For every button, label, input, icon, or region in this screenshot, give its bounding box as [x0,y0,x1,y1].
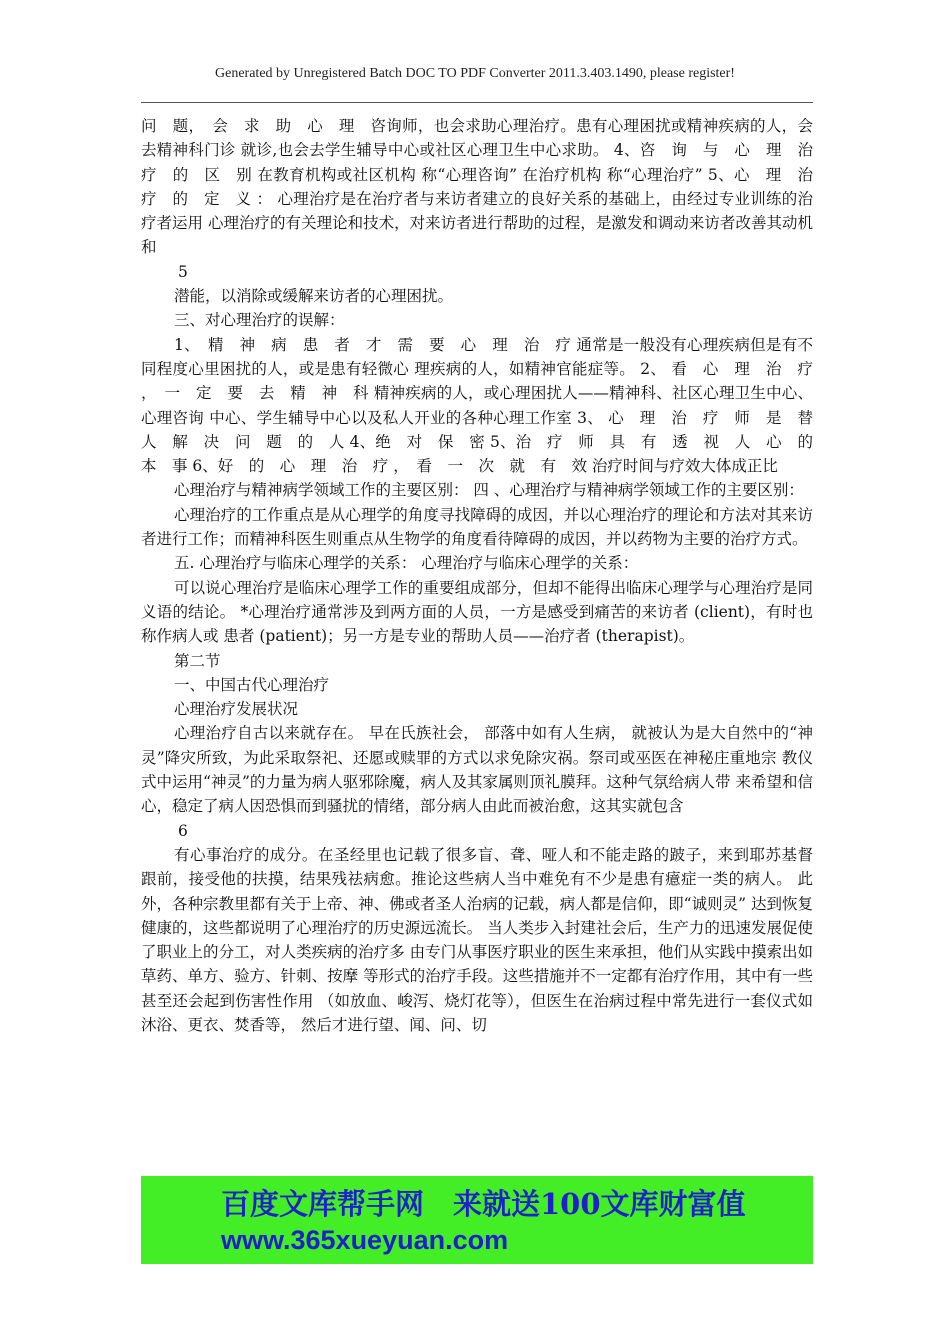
document-body [141,114,829,1037]
promo-banner-title: 百度文库帮手网 来就送100文库财富值 [221,1187,746,1221]
paragraph: 心理治疗发展状况 [174,700,299,719]
promo-banner-url[interactable]: www.365xueyuan.com [221,1225,509,1255]
paragraph: 心理治疗的工作重点是从心理学的角度寻找障碍的成因，并以心理治疗的理论和方法对其来访者进行工作；而精神科医生则重点从生物学的角度看待障碍的成因，并以药物为主要的治疗方式。 [141,505,813,549]
paragraph: 1、 精 神 病 患 者 才 需 要 心 理 治 疗 通常是一般没有心理疾病但是有不同程度心里困扰的人，或是患有轻微心 理疾病的人，如精神官能症等。 2、 看 心 理 治 疗 ， 一 定 要 去 精 神 科 精神疾病的人，或心理困扰人——精神科、社区心理卫生中心、心理咨询 中心、学生辅导中心以及私人开业的各种心理工作室 3、 心 理 治 疗 师 是 替 人 解 决 问 题 的 人 4、绝 对 保 密 5、治 疗 师 具 有 透 视 人 心 的 本 事 6、好 的 心 理 治 疗 ， 看 一 次 就 有 效 治疗时间与疗效大体成正比 [141,335,829,476]
paragraph: 三、对心理治疗的误解： [174,311,345,330]
paragraph: 问 题， 会 求 助 心 理 咨询师，也会求助心理治疗。患有心理困扰或精神疾病的人，会去精神科门诊 就诊,也会去学生辅导中心或社区心理卫生中心求助。 4、咨 询 与 心 理 治 疗 的 区 别 在教育机构或社区机构 称“心理咨询” 在治疗机构 称“心理治疗” 5、心 理 治 疗 的 定 义 ： 心理治疗是在治疗者与来访者建立的良好关系的基础上，由经过专业训练的治疗者运用 心理治疗的有关理论和技术，对来访者进行帮助的过程，是激发和调动来访者改善其动机和 [141,117,829,257]
paragraph: 可以说心理治疗是临床心理学工作的重要组成部分，但却不能得出临床心理学与心理治疗是同义语的结论。 *心理治疗通常涉及到两方面的人员，一方是感受到痛苦的来访者 (client)，有时也称作病人或 患者 (patient)；另一方是专业的帮助人员——治疗者 (therapist)。 [141,578,813,646]
paragraph: 有心事治疗的成分。在圣经里也记载了很多盲、聋、哑人和不能走路的跛子，来到耶苏基督 跟前，接受他的扶摸，结果残祛病愈。推论这些病人当中难免有不少是患有癔症一类的病人。 此外，各种宗教里都有关于上帝、神、佛或者圣人治病的记载，病人都是信仰，即“诚则灵” 达到恢复健康的，这些都说明了心理治疗的历史源远流长。 当人类步入封建社会后，生产力的迅速发展促使了职业上的分工，对人类疾病的治疗多 由专门从事医疗职业的医生来承担，他们从实践中摸索出如草药、单方、验方、针刺、按摩 等形式的治疗手段。这些措施并不一定都有治疗作用，其中有一些甚至还会起到伤害性作用 （如放血、峻泻、烧灯花等），但医生在治病过程中常先进行一套仪式如沐浴、更衣、焚香等， 然后才进行望、闻、问、切 [141,845,813,1034]
page-number: 6 [178,821,188,840]
converter-header: Generated by Unregistered Batch DOC TO PDF Converter 2011.3.403.1490, please register! [215,66,735,81]
paragraph: 心理治疗自古以来就存在。 早在氏族社会， 部落中如有人生病， 就被认为是大自然中的“神 灵”降灾所致，为此采取祭祀、还愿或赎罪的方式以求免除灾祸。祭司或巫医在神秘庄重地宗 教仪式中运用“神灵”的力量为病人驱邪除魔，病人及其家属则顶礼膜拜。这种气氛给病人带 来希望和信心，稳定了病人因恐惧而到骚扰的情绪，部分病人由此而被治愈，这其实就包含 [141,724,813,816]
header-divider [141,102,813,103]
paragraph: 一、中国古代心理治疗 [174,675,330,694]
paragraph: 潜能，以消除或缓解来访者的心理困扰。 [174,287,454,306]
paragraph: 心理治疗与精神病学领域工作的主要区别： 四 、心理治疗与精神病学领域工作的主要区别： [174,481,804,500]
promo-banner[interactable] [141,1176,813,1264]
paragraph: 第二节 [174,651,221,670]
page-number: 5 [178,262,188,281]
paragraph: 五. 心理治疗与临床心理学的关系： 心理治疗与临床心理学的关系： [174,554,639,573]
